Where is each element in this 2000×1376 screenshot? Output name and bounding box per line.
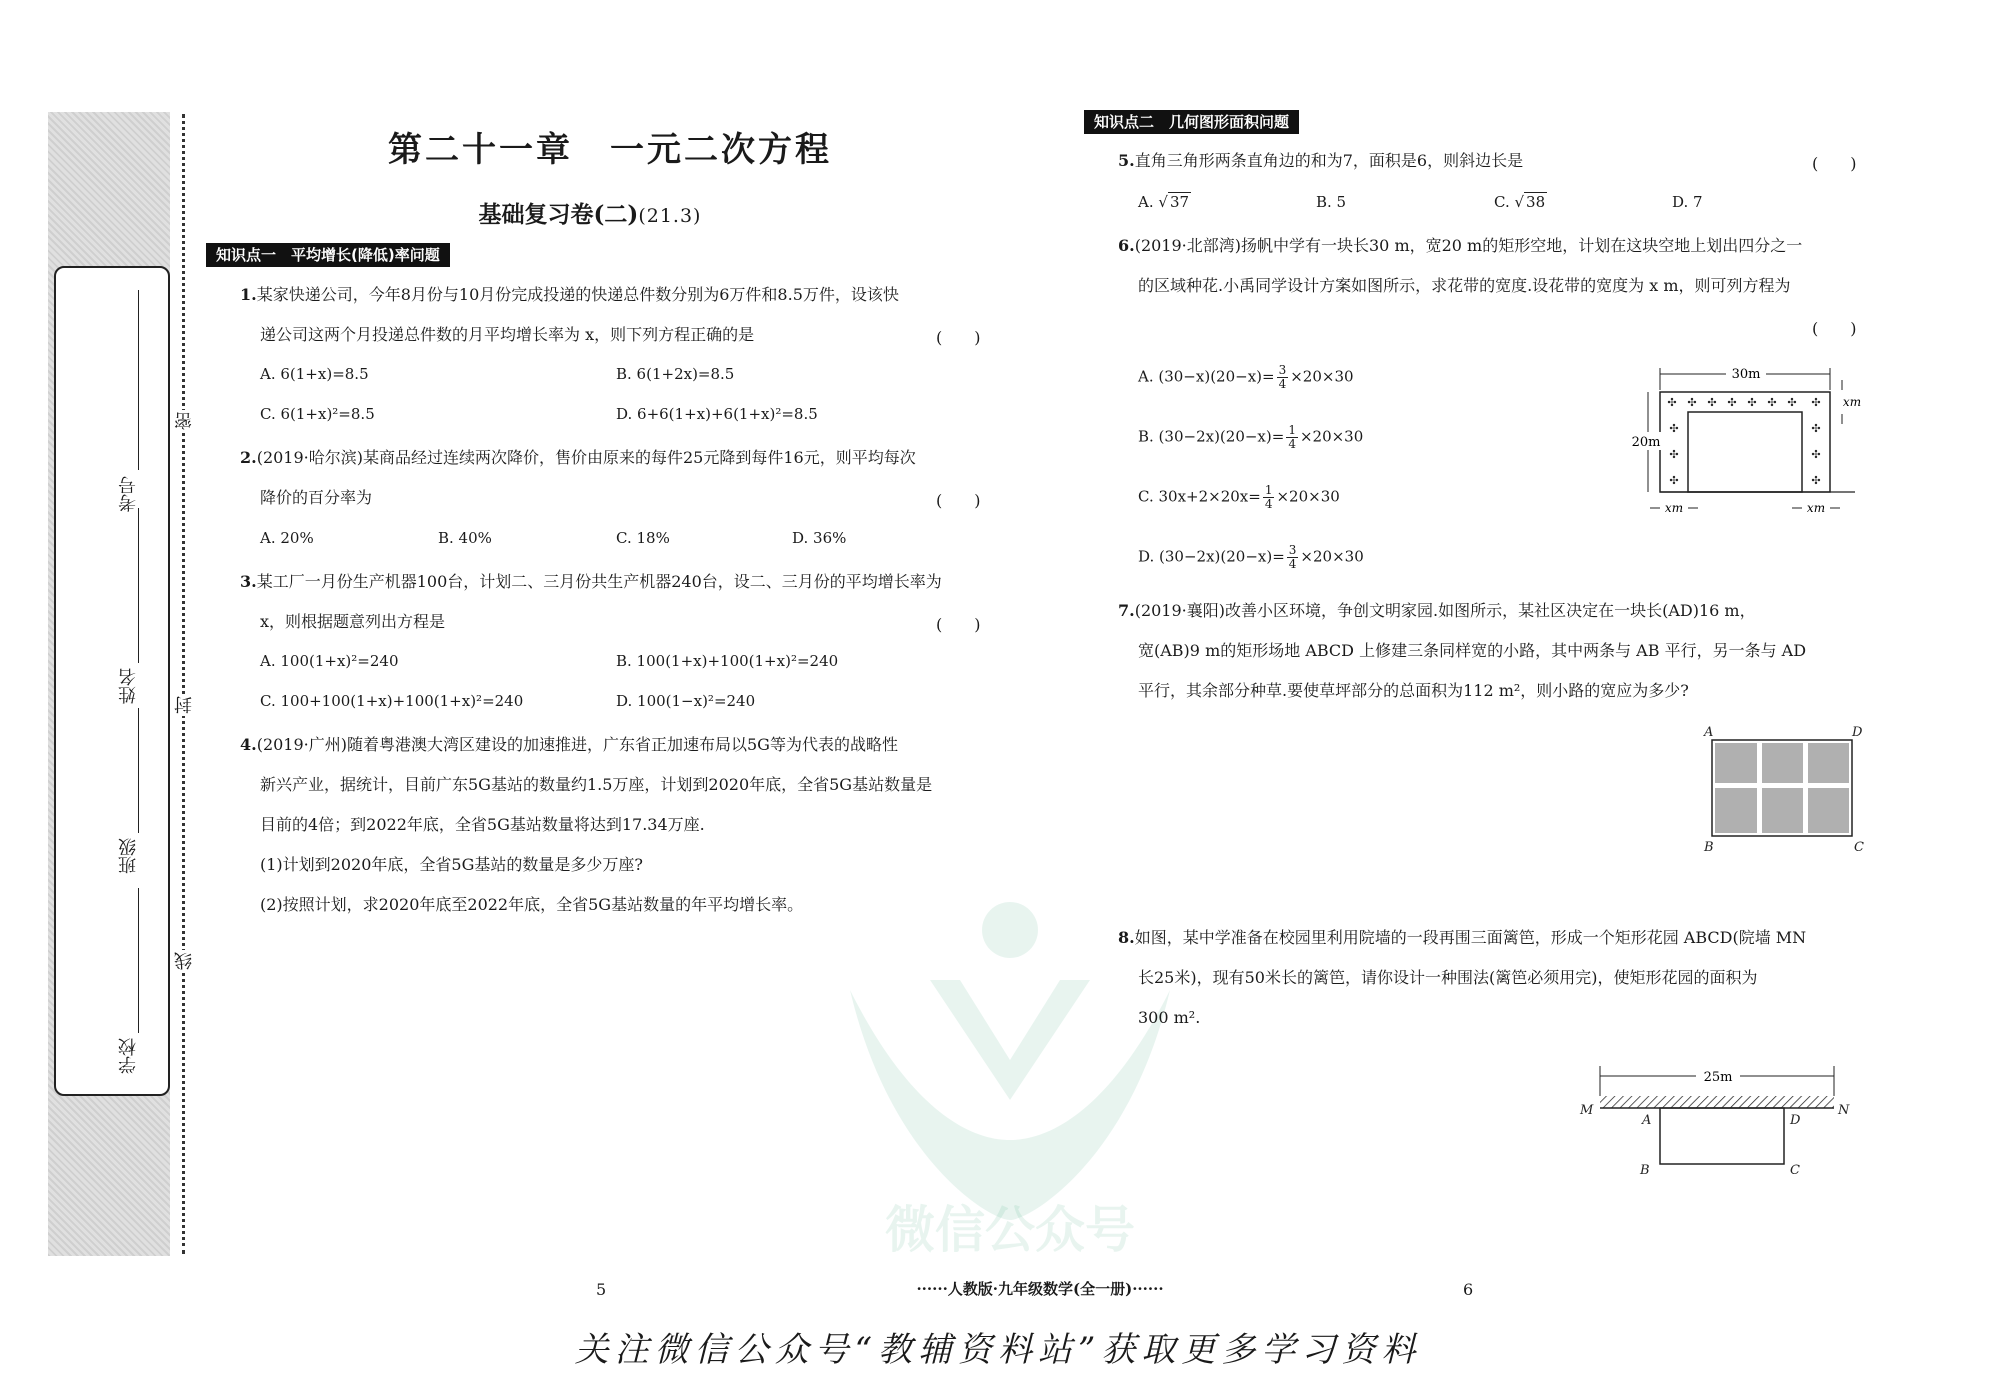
field-line [138,888,139,1033]
answer-blank[interactable]: ( ) [936,328,981,347]
question-line [240,438,1000,478]
flower-mark: ✣ [1787,396,1797,409]
answer-blank[interactable]: ( ) [1812,154,1857,173]
subtitle-code: (21.3) [638,205,702,227]
band-label: xm [1806,501,1826,515]
option-b: B. 40% [438,529,492,547]
question-4 [240,725,1010,925]
question-5 [1118,141,1878,181]
field-label: 班级 [118,838,139,874]
field-line [138,708,139,833]
question-text: (2019·哈尔滨)某商品经过连续两次降价，售价由原来的每件25元降到每件16元，则平均每次 [256,448,916,467]
seal-mark: 线 [172,950,198,972]
question-text: 某工厂一月份生产机器100台，计划二、三月份共生产机器240台，设二、三月份的平均增长率为 [256,572,942,591]
band-label: xm [1664,501,1684,515]
wall-length-label: 25m [1703,1070,1733,1085]
flower-mark: ✣ [1727,396,1737,409]
question-number: 2. [240,448,257,467]
width-label: 30m [1731,367,1761,382]
option-d: D. 7 [1672,193,1703,211]
option-b: B. 6(1+2x)=8.5 [616,365,735,383]
footer-note: 关注微信公众号“教辅资料站”获取更多学习资料 [574,1330,1422,1370]
vertex-c: C [1790,1163,1800,1178]
option-c: C. 6(1+x)²=8.5 [260,405,375,423]
option-d: D. 6+6(1+x)+6(1+x)²=8.5 [616,405,818,423]
field-label: 姓名 [118,668,139,704]
question-1 [240,275,1000,355]
question-number: 6. [1118,236,1135,255]
flower-mark: ✣ [1687,396,1697,409]
question-line [240,275,1000,315]
flower-mark: ✣ [1669,422,1679,435]
paper-subtitle [380,196,800,229]
chapter-title: 第二十一章 一元二次方程 [388,130,832,170]
option-b: B. (30−2x)(20−x)= $\frac{1}{4}$ ×20×30 [1138,423,1364,451]
option-d: D. 100(1−x)²=240 [616,692,756,710]
seal-mark: 密 [172,410,198,432]
question-line: 的区域种花.小禹同学设计方案如图所示，求花带的宽度.设花带的宽度为 x m，则可列方程为 [1138,276,1791,295]
vertex-a: A [1704,725,1714,740]
height-label: 20m [1631,435,1661,450]
vertex-d: D [1790,1113,1801,1128]
book-title-footer: ······人教版·九年级数学(全一册)······ [916,1280,1164,1298]
cut-line [182,114,185,1254]
question-line: x，则根据题意列出方程是 [260,612,446,631]
point-m: M [1580,1103,1594,1118]
question-line [240,562,1000,602]
question-number: 3. [240,572,257,591]
band-label: xm [1842,395,1862,409]
seal-mark: 封 [172,694,198,716]
watermark-text: 微信公众号 [885,1201,1135,1259]
garden-figure [1578,1056,1858,1181]
question-2 [240,438,1000,518]
option-c: C. 30x+2×20x= $\frac{1}{4}$ ×20×30 [1138,483,1340,511]
option-c: C. 18% [616,529,670,547]
question-line [240,725,1010,765]
section-header-2: 知识点二 几何图形面积问题 [1084,110,1299,134]
answer-blank[interactable]: ( ) [1812,319,1857,338]
student-info-box [54,266,170,1096]
flower-mark: ✣ [1669,474,1679,487]
answer-blank[interactable]: ( ) [936,491,981,510]
option-a: A. √ 37 [1138,193,1190,211]
question-line: 长25米)，现有50米长的篱笆，请你设计一种围法(篱笆必须用完)，使矩形花园的面积为 [1138,968,1758,987]
option-b: B. 100(1+x)+100(1+x)²=240 [616,652,839,670]
question-line [1118,226,1878,266]
flower-mark: ✣ [1747,396,1757,409]
question-line: 新兴产业，据统计，目前广东5G基站的数量约1.5万座，计划到2020年底，全省5G基站数量是 [260,775,933,794]
sub-question-1: (1)计划到2020年底，全省5G基站的数量是多少万座? [260,855,643,874]
vertex-d: D [1852,725,1863,740]
option-d: D. 36% [792,529,847,547]
field-label: 考号 [118,476,139,512]
question-text: 如图，某中学准备在校园里利用院墙的一段再围三面篱笆，形成一个矩形花园 ABCD(院墙 MN [1134,928,1807,947]
question-number: 1. [240,285,257,304]
option-a: A. (30−x)(20−x)= $\frac{3}{4}$ ×20×30 [1138,363,1354,391]
question-line [1118,591,1888,631]
flower-mark: ✣ [1767,396,1777,409]
question-text: (2019·襄阳)改善小区环境，争创文明家园.如图所示，某社区决定在一块长(AD)16 m， [1134,601,1756,620]
question-text: (2019·北部湾)扬帆中学有一块长30 m，宽20 m的矩形空地，计划在这块空地上划出四分之一 [1134,236,1803,255]
flower-mark: ✣ [1811,396,1821,409]
question-number: 4. [240,735,257,754]
option-c: C. √ 38 [1494,193,1546,211]
option-a: A. 6(1+x)=8.5 [260,365,369,383]
option-b: B. 5 [1316,193,1347,211]
question-8 [1118,918,1888,1038]
page-number-right: 6 [1463,1280,1474,1299]
question-number: 8. [1118,928,1135,947]
section-header-1: 知识点一 平均增长(降低)率问题 [206,243,450,267]
flower-mark: ✣ [1667,396,1677,409]
flower-mark: ✣ [1811,422,1821,435]
option-a: A. 20% [260,529,314,547]
question-line: 300 m². [1138,1008,1201,1027]
question-number: 7. [1118,601,1135,620]
question-6 [1118,226,1878,306]
field-line [138,290,139,470]
question-7 [1118,591,1888,711]
page-number-left: 5 [596,1280,607,1299]
question-line [1118,918,1888,958]
field-label: 学校 [118,1038,139,1074]
option-d: D. (30−2x)(20−x)= $\frac{3}{4}$ ×20×30 [1138,543,1364,571]
flower-mark: ✣ [1669,448,1679,461]
question-line: 宽(AB)9 m的矩形场地 ABCD 上修建三条同样宽的小路，其中两条与 AB 平行，另一条与 AD [1138,641,1807,660]
flower-mark: ✣ [1707,396,1717,409]
flower-band-figure [1630,362,1870,522]
flower-mark: ✣ [1811,474,1821,487]
question-text: 直角三角形两条直角边的和为7，面积是6，则斜边长是 [1134,151,1524,170]
flower-mark: ✣ [1811,448,1821,461]
question-line: 递公司这两个月投递总件数的月平均增长率为 x，则下列方程正确的是 [260,325,755,344]
question-text: 某家快递公司，今年8月份与10月份完成投递的快递总件数分别为6万件和8.5万件，设该快 [256,285,899,304]
question-line: 降价的百分率为 [260,488,373,507]
vertex-b: B [1640,1163,1650,1178]
question-line: 平行，其余部分种草.要使草坪部分的总面积为112 m²，则小路的宽应为多少? [1138,681,1689,700]
paths-figure [1700,722,1870,857]
question-text: (2019·广州)随着粤港澳大湾区建设的加速推进，广东省正加速布局以5G等为代表的战略性 [256,735,898,754]
sub-question-2: (2)按照计划，求2020年底至2022年底，全省5G基站数量的年平均增长率。 [260,895,804,914]
vertex-b: B [1704,840,1714,855]
option-c: C. 100+100(1+x)+100(1+x)²=240 [260,692,524,710]
question-3 [240,562,1000,642]
point-n: N [1838,1103,1850,1118]
vertex-c: C [1854,840,1864,855]
question-number: 5. [1118,151,1135,170]
option-a: A. 100(1+x)²=240 [260,652,399,670]
field-line [138,508,139,663]
subtitle-text: 基础复习卷(二) [478,201,639,228]
answer-blank[interactable]: ( ) [936,615,981,634]
vertex-a: A [1642,1113,1652,1128]
question-line: 目前的4倍；到2022年底，全省5G基站数量将达到17.34万座. [260,815,705,834]
